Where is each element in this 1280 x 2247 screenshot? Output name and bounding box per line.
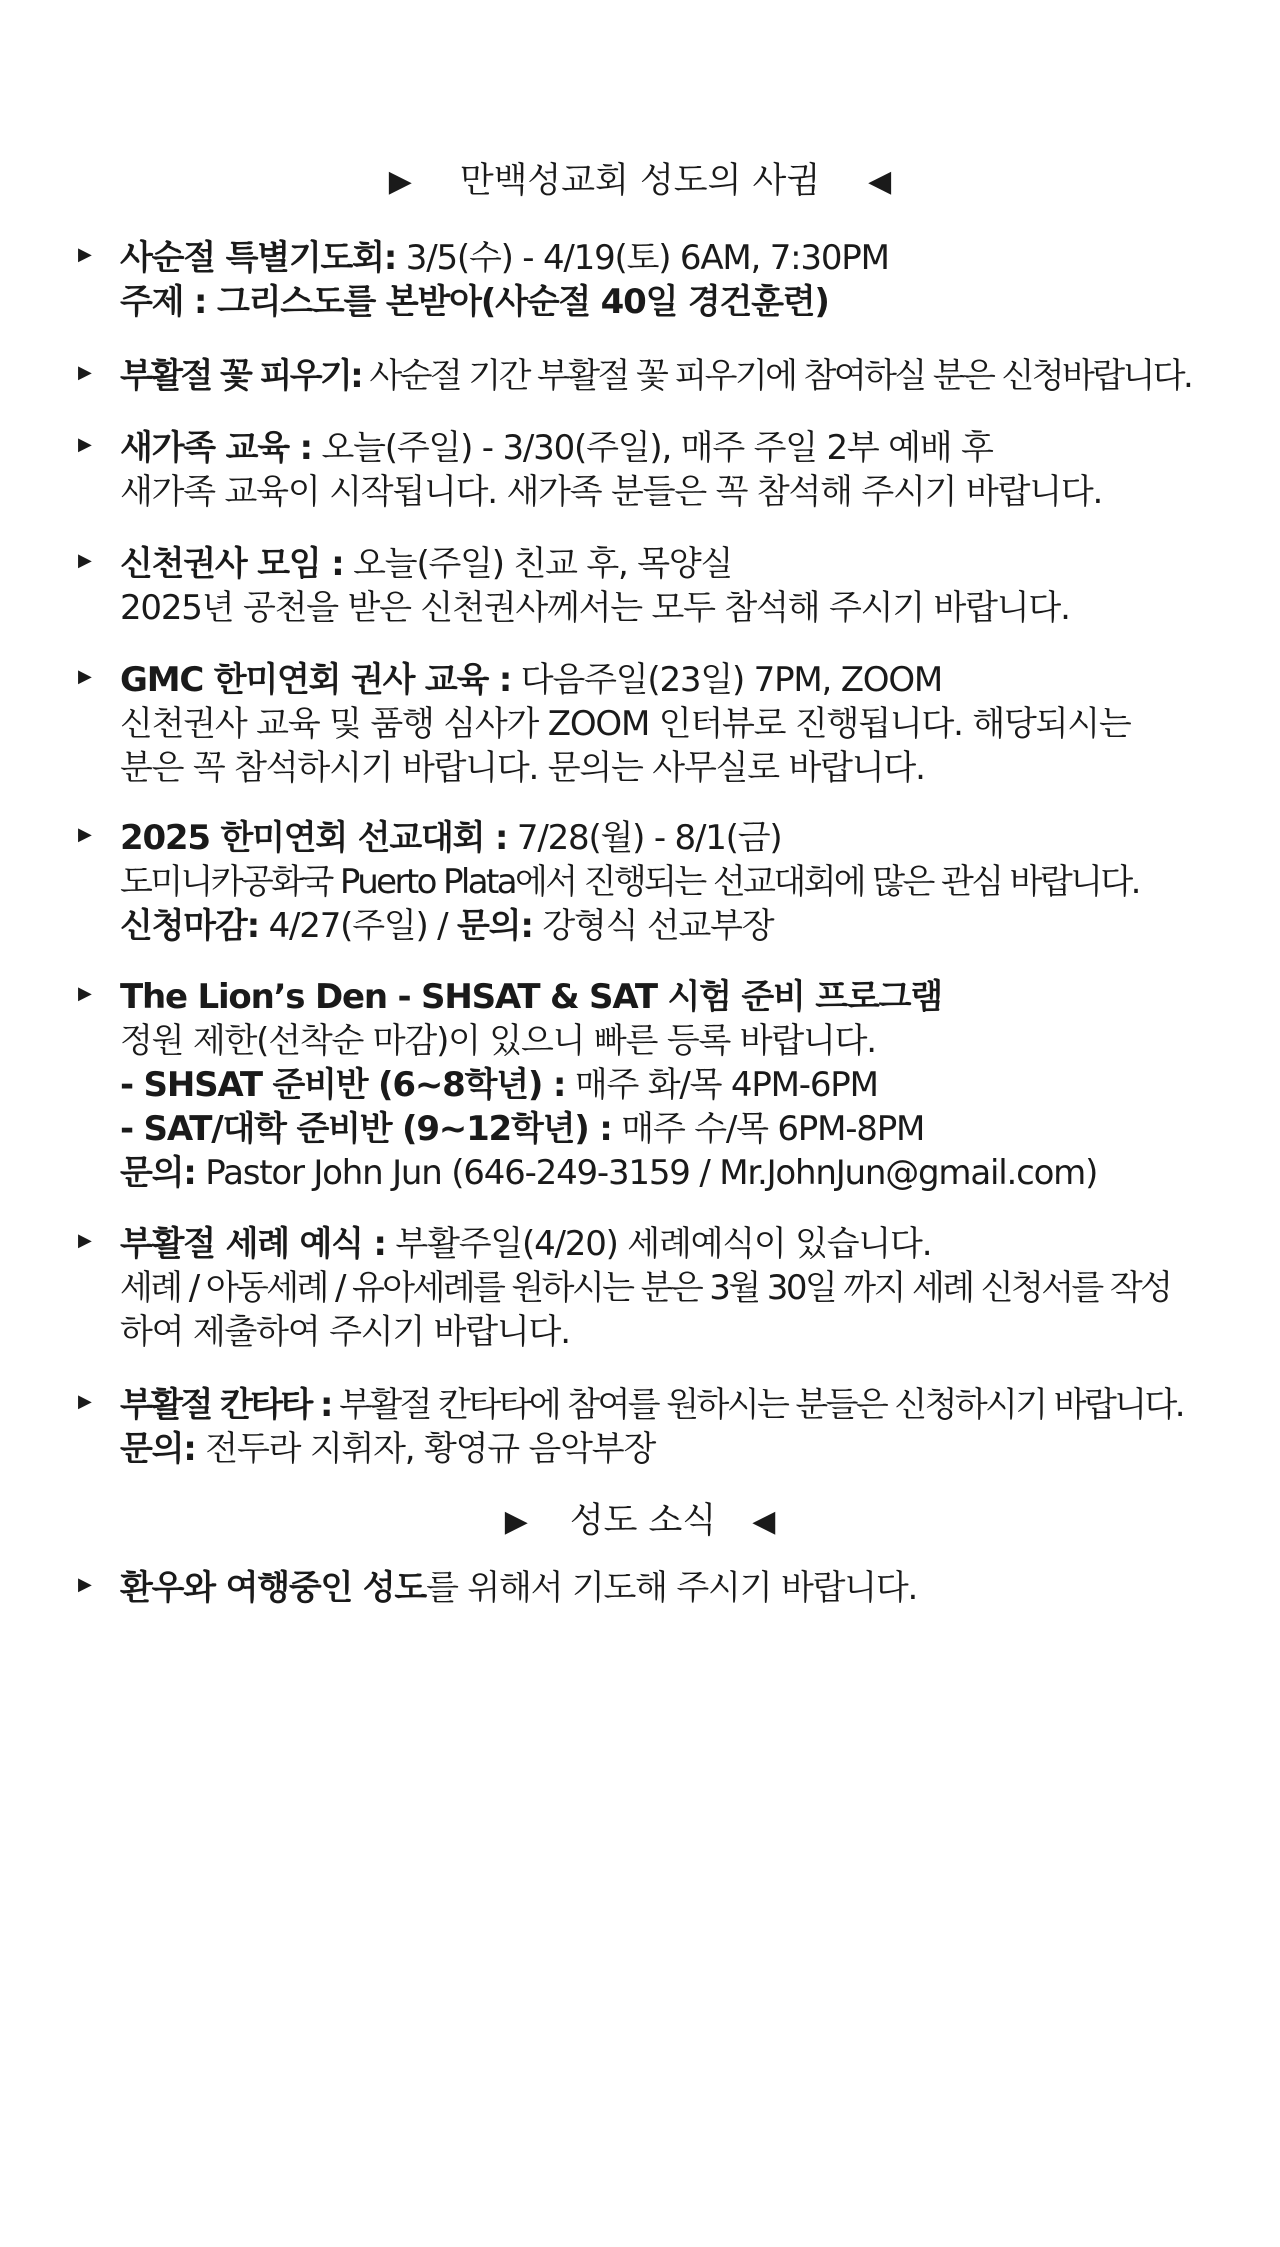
item-text: 부활주일(4/20) 세례예식이 있습니다.	[385, 1224, 932, 1264]
bullet-icon: ▶	[78, 1574, 92, 1595]
class-label: - SAT/대학 준비반 (9~12학년) :	[120, 1109, 612, 1149]
right-triangle-icon: ▶	[388, 164, 412, 199]
item-line	[120, 658, 1270, 702]
item-text: 새가족 교육이 시작됩니다. 새가족 분들은 꼭 참석해 주시기 바랍니다.	[120, 472, 1103, 512]
announcement-text	[120, 236, 1270, 324]
contact-value: 강형식 선교부장	[532, 906, 774, 946]
item-line	[120, 975, 1270, 1019]
item-line	[120, 470, 1270, 514]
item-line	[120, 354, 1270, 398]
news-text	[120, 1566, 1270, 1610]
announcement-text	[120, 1383, 1270, 1471]
bullet-icon: ▶	[78, 434, 92, 455]
item-text: 하여 제출하여 주시기 바랍니다.	[120, 1312, 570, 1352]
item-line	[120, 426, 1270, 470]
item-text: 분은 꼭 참석하시기 바랍니다. 문의는 사무실로 바랍니다.	[120, 748, 925, 788]
item-text: 신천권사 교육 및 품행 심사가 ZOOM 인터뷰로 진행됩니다. 해당되시는	[120, 704, 1131, 744]
item-line	[120, 1566, 1270, 1610]
member-news-heading	[0, 1497, 1280, 1546]
item-line	[120, 1266, 1270, 1310]
contact-label: 문의:	[457, 906, 533, 946]
item-text: 다음주일(23일) 7PM, ZOOM	[511, 660, 943, 700]
left-triangle-icon: ◀	[868, 164, 892, 199]
item-line	[120, 746, 1270, 790]
announcement-text	[120, 816, 1270, 948]
class-schedule: 매주 수/목 6PM-8PM	[611, 1109, 925, 1149]
bullet-icon: ▶	[78, 244, 92, 265]
item-title: GMC 한미연회 권사 교육 :	[120, 660, 512, 700]
item-line	[120, 816, 1270, 860]
announcements-title: 만백성교회 성도의 사귐	[459, 161, 821, 201]
member-news-title: 성도 소식	[569, 1501, 717, 1541]
contact-label: 문의:	[120, 1429, 196, 1469]
item-title: 새가족 교육 :	[120, 428, 312, 468]
item-text: 도미니카공화국 Puerto Plata에서 진행되는 선교대회에 많은 관심 바랍니다.	[120, 862, 1139, 902]
item-line	[120, 586, 1270, 630]
item-line	[120, 1383, 1270, 1427]
item-title: 부활절 꽃 피우기:	[120, 356, 362, 396]
item-text: 정원 제한(선착순 마감)이 있으니 빠른 등록 바랍니다.	[120, 1021, 876, 1061]
contact-value: Pastor John Jun (646-249-3159 / Mr.JohnJun@gmail.com)	[195, 1153, 1098, 1193]
item-text: 7/28(월) - 8/1(금)	[507, 818, 782, 858]
item-title: 사순절 특별기도회:	[120, 238, 397, 278]
item-line	[120, 860, 1270, 904]
item-line	[120, 1310, 1270, 1354]
deadline-label: 신청마감:	[120, 906, 259, 946]
bullet-icon: ▶	[78, 666, 92, 687]
bullet-icon: ▶	[78, 983, 92, 1004]
item-line	[120, 1063, 1270, 1107]
item-line	[120, 1427, 1270, 1471]
item-text: 세례 / 아동세례 / 유아세례를 원하시는 분은 3월 30일 까지 세례 신청서를 작성	[120, 1268, 1171, 1308]
item-text: 오늘(주일) 친교 후, 목양실	[343, 544, 733, 584]
deadline-value: 4/27(주일) /	[258, 906, 458, 946]
item-title: 신천권사 모임 :	[120, 544, 344, 584]
announcement-text	[120, 658, 1270, 790]
announcement-text	[120, 542, 1270, 630]
item-subtitle: 주제 : 그리스도를 본받아(사순절 40일 경건훈련)	[120, 282, 829, 322]
announcement-text	[120, 354, 1270, 398]
left-triangle-icon: ◀	[752, 1504, 776, 1539]
contact-value: 전두라 지휘자, 황영규 음악부장	[195, 1429, 656, 1469]
item-line	[120, 702, 1270, 746]
item-line	[120, 1151, 1270, 1195]
announcements-heading	[0, 157, 1280, 206]
item-text: 2025년 공천을 받은 신천권사께서는 모두 참석해 주시기 바랍니다.	[120, 588, 1070, 628]
bullet-icon: ▶	[78, 1230, 92, 1251]
announcement-text	[120, 1222, 1270, 1354]
item-line	[120, 1222, 1270, 1266]
item-text: 3/5(수) - 4/19(토) 6AM, 7:30PM	[396, 238, 889, 278]
item-line	[120, 1107, 1270, 1151]
bullet-icon: ▶	[78, 824, 92, 845]
item-text: 사순절 기간 부활절 꽃 피우기에 참여하실 분은 신청바랍니다.	[361, 356, 1192, 396]
bullet-icon: ▶	[78, 1391, 92, 1412]
item-line	[120, 236, 1270, 280]
item-title: 부활절 칸타타 :	[120, 1385, 331, 1425]
bullet-icon: ▶	[78, 362, 92, 383]
item-line	[120, 904, 1270, 948]
item-title: The Lion’s Den - SHSAT & SAT 시험 준비 프로그램	[120, 977, 942, 1017]
item-line	[120, 1019, 1270, 1063]
item-line	[120, 542, 1270, 586]
announcement-text	[120, 975, 1270, 1195]
announcement-text	[120, 426, 1270, 514]
bullet-icon: ▶	[78, 550, 92, 571]
item-text: 를 위해서 기도해 주시기 바랍니다.	[426, 1568, 918, 1608]
class-schedule: 매주 화/목 4PM-6PM	[565, 1065, 878, 1105]
item-title: 부활절 세례 예식 :	[120, 1224, 386, 1264]
item-title: 환우와 여행중인 성도	[120, 1568, 427, 1608]
class-label: - SHSAT 준비반 (6~8학년) :	[120, 1065, 566, 1105]
item-text: 부활절 칸타타에 참여를 원하시는 분들은 신청하시기 바랍니다.	[330, 1385, 1183, 1425]
right-triangle-icon: ▶	[504, 1504, 528, 1539]
item-title: 2025 한미연회 선교대회 :	[120, 818, 508, 858]
contact-label: 문의:	[120, 1153, 196, 1193]
item-line	[120, 280, 1270, 324]
item-text: 오늘(주일) - 3/30(주일), 매주 주일 2부 예배 후	[311, 428, 993, 468]
